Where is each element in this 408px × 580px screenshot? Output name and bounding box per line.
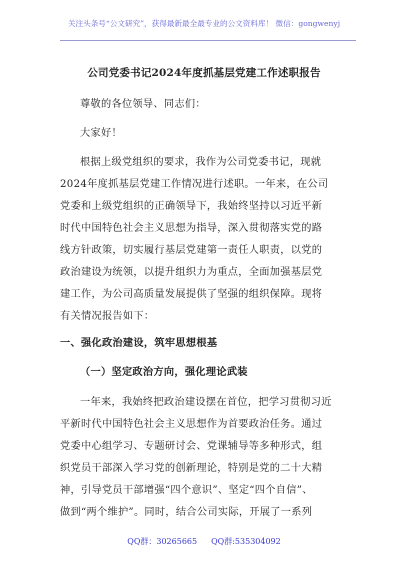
body-line: 做到“两个维护”。同时，结合公司实际，开展了一系列 — [60, 507, 313, 518]
document-title: 公司党委书记2024年度抓基层党建工作述职报告 — [87, 67, 321, 79]
intro-line: 政治建设为统领，以提升组织力为重点，全面加强基层党 — [60, 267, 323, 278]
body-line: 神，引导党员干部增强“四个意识”、坚定“四个自信”、 — [60, 485, 313, 496]
salutation: 尊敬的各位领导、同志们： — [80, 99, 206, 110]
intro-line: 2024年度抓基层党建工作情况进行述职。一年来，在公司 — [60, 179, 329, 190]
intro-line: 党委和上级党组织的正确领导下，我始终坚持以习近平新 — [60, 201, 323, 212]
intro-line: 线方针政策，切实履行基层党建第一责任人职责，以党的 — [60, 245, 323, 256]
header-promo-note: 关注头条号“公文研究”，获得最新最全最专业的公文资料库！ 微信：gongwenyj — [67, 19, 341, 28]
intro-line: 有关情况报告如下： — [60, 311, 155, 322]
intro-line: 时代中国特色社会主义思想为指导，深入贯彻落实党的路 — [60, 223, 323, 234]
header-divider — [60, 40, 356, 41]
section-heading: 一、强化政治建设，筑牢思想根基 — [60, 337, 218, 349]
footer-contact — [0, 536, 408, 547]
body-line: 一年来，我始终把政治建设摆在首位，把学习贯彻习近 — [80, 397, 332, 408]
footer-qq-group-2: QQ群:535304092 — [211, 537, 281, 546]
body-line: 织党员干部深入学习党的创新理论，特别是党的二十大精 — [60, 463, 323, 474]
subsection-heading: （一）坚定政治方向，强化理论武装 — [80, 366, 248, 378]
body-line: 党委中心组学习、专题研讨会、党课辅导等多种形式，组 — [60, 441, 323, 452]
intro-line: 根据上级党组织的要求，我作为公司党委书记，现就 — [80, 157, 322, 168]
body-line: 平新时代中国特色社会主义思想作为首要政治任务。通过 — [60, 419, 323, 430]
footer-qq-group-1: QQ群：30265665 — [127, 537, 198, 546]
greeting: 大家好！ — [80, 128, 122, 139]
intro-line: 建工作，为公司高质量发展提供了坚强的组织保障。现将 — [60, 289, 323, 300]
